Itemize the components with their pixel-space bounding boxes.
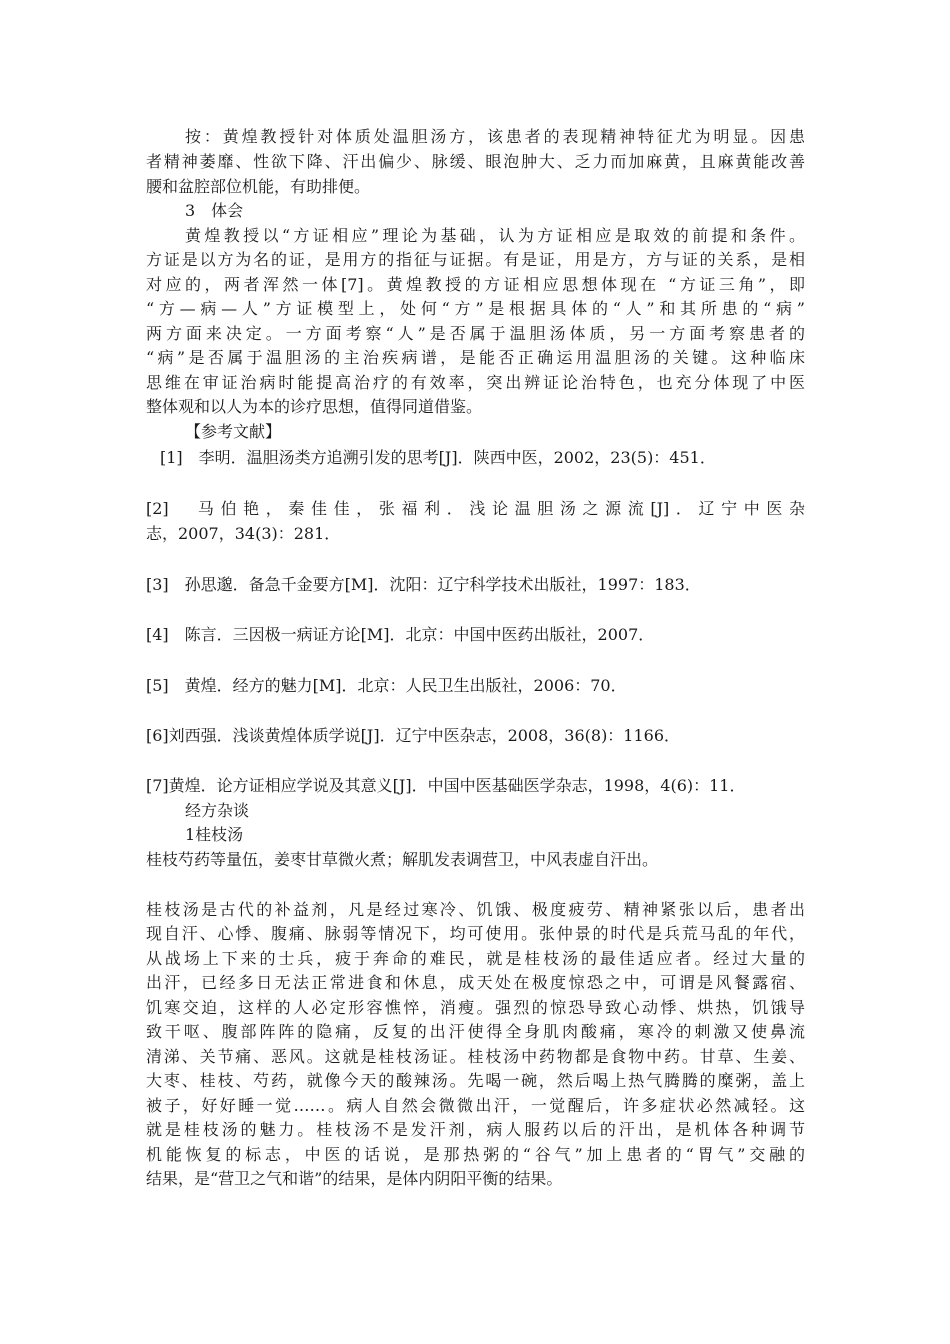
body-line: 从战场上下来的士兵，疲于奔命的难民，就是桂枝汤的最佳适应者。经过大量的: [146, 949, 805, 968]
note-line: 腰和盆腔部位机能，有助排便。: [146, 177, 371, 196]
body-line: 对应的，两者浑然一体[7]。黄煌教授的方证相应思想体现在 “方证三角”，即: [146, 275, 805, 294]
body-line: 结果，是“营卫之气和谐”的结果，是体内阴阳平衡的结果。: [146, 1169, 563, 1188]
body-line: 机能恢复的标志，中医的话说，是那热粥的“谷气”加上患者的“胃气”交融的: [146, 1145, 805, 1164]
body-line: 方证是以方为名的证，是用方的指征与证据。有是证，用是方，方与证的关系，是相: [146, 250, 805, 269]
body-line: 大枣、桂枝、芍药，就像今天的酸辣汤。先喝一碗，然后喝上热气腾腾的糜粥，盖上: [146, 1071, 805, 1090]
reference-item: [1] 李明．温胆汤类方追溯引发的思考[J]．陕西中医，2002，23(5)：451．: [160, 448, 716, 467]
note-line: 按：黄煌教授针对体质处温胆汤方，该患者的表现精神特征尤为明显。因患: [185, 127, 805, 146]
body-line: 现自汗、心悸、腹痛、脉弱等情况下，均可使用。张仲景的时代是兵荒马乱的年代，: [146, 924, 805, 943]
body-line: 被子，好好睡一觉……。病人自然会微微出汗，一觉醒后，许多症状必然减轻。这: [146, 1096, 805, 1115]
body-line: “方—病—人”方证模型上，处何“方”是根据具体的“人”和其所患的“病”: [146, 299, 805, 318]
body-line: 出汗，已经多日无法正常进食和休息，成天处在极度惊恐之中，可谓是风餐露宿、: [146, 973, 805, 992]
body-line: 清涕、关节痛、恶风。这就是桂枝汤证。桂枝汤中药物都是食物中药。甘草、生姜、: [146, 1047, 805, 1066]
body-line: 黄煌教授以“方证相应”理论为基础，认为方证相应是取效的前提和条件。: [185, 226, 805, 245]
reference-item: [6]刘西强．浅谈黄煌体质学说[J]．辽宁中医杂志，2008，36(8)：1166．: [146, 726, 681, 745]
reference-item: [2] 马伯艳，秦佳佳，张福利．浅论温胆汤之源流[J]．辽宁中医杂: [146, 499, 805, 518]
reference-item: [4] 陈言．三因极一病证方论[M]．北京：中国中医药出版社，2007．: [146, 625, 655, 644]
body-line: 就是桂枝汤的魅力。桂枝汤不是发汗剂，病人服药以后的汗出，是机体各种调节: [146, 1120, 805, 1139]
section-heading: 经方杂谈: [185, 801, 250, 820]
note-line: 者精神萎靡、性欲下降、汗出偏少、脉缓、眼泡肿大、乏力而加麻黄，且麻黄能改善: [146, 152, 805, 171]
body-line: 桂枝汤是古代的补益剂，凡是经过寒冷、饥饿、极度疲劳、精神紧张以后，患者出: [146, 900, 805, 919]
body-line: 两方面来决定。一方面考察“人”是否属于温胆汤体质，另一方面考察患者的: [146, 324, 805, 343]
body-line: 整体观和以人为本的诊疗思想，值得同道借鉴。: [146, 397, 483, 416]
reference-item: [3] 孙思邈．备急千金要方[M]．沈阳：辽宁科学技术出版社，1997：183．: [146, 575, 701, 594]
body-line: 饥寒交迫，这样的人必定形容憔悴，消瘦。强烈的惊恐导致心动悸、烘热，饥饿导: [146, 998, 805, 1017]
reference-item: [5] 黄煌．经方的魅力[M]．北京：人民卫生出版社，2006：70．: [146, 676, 627, 695]
reference-item: 志，2007，34(3)：281．: [146, 524, 341, 543]
body-line: 思维在审证治病时能提高治疗的有效率，突出辨证论治特色，也充分体现了中医: [146, 373, 805, 392]
section-heading: 3 体会: [185, 201, 244, 220]
verse-line: 桂枝芍药等量伍，姜枣甘草微火煮；解肌发表调营卫，中风表虚自汗出。: [146, 850, 659, 869]
reference-item: [7]黄煌．论方证相应学说及其意义[J]．中国中医基础医学杂志，1998，4(6)：11．: [146, 776, 746, 795]
body-line: “病”是否属于温胆汤的主治疾病谱，是能否正确运用温胆汤的关键。这种临床: [146, 348, 805, 367]
references-heading: 【参考文献】: [185, 422, 282, 441]
body-line: 致干呕、腹部阵阵的隐痛，反复的出汗使得全身肌肉酸痛，寒冷的刺激又使鼻流: [146, 1022, 805, 1041]
subsection-heading: 1桂枝汤: [185, 825, 244, 844]
